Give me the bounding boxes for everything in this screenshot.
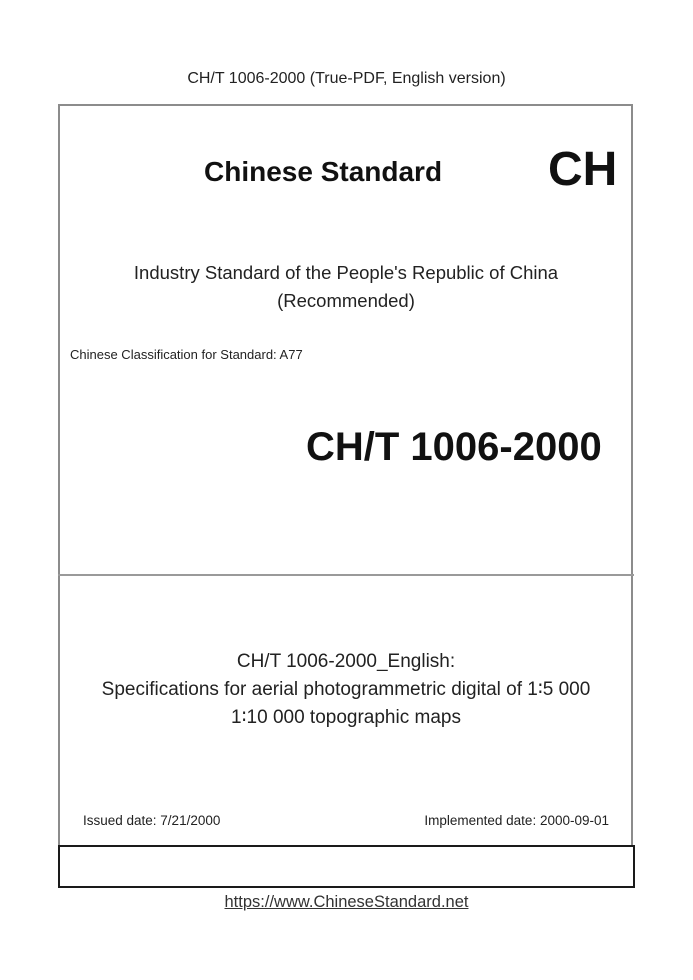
website-link[interactable]: https://www.ChineseStandard.net: [224, 893, 469, 911]
title-line-1: CH/T 1006-2000_English:: [236, 651, 456, 672]
cover-heading: Chinese Standard: [204, 156, 443, 187]
industry-line-2: (Recommended): [277, 290, 415, 311]
industry-line-1: Industry Standard of the People's Republic of China: [133, 262, 559, 283]
section-divider: [58, 574, 634, 576]
running-header: CH/T 1006-2000 (True-PDF, English version): [187, 70, 506, 87]
title-line-3: 1∶10 000 topographic maps: [231, 707, 461, 728]
document-title: [58, 648, 634, 732]
standard-code: CH/T 1006-2000: [306, 425, 602, 469]
implemented-date: Implemented date: 2000-09-01: [424, 813, 609, 828]
classification: Chinese Classification for Standard: A77: [70, 347, 303, 362]
cover-frame: [58, 104, 633, 846]
issued-date: Issued date: 7/21/2000: [83, 813, 221, 828]
ch-logo-text: CH: [548, 143, 618, 196]
footer: [0, 893, 693, 912]
blank-box: [58, 845, 635, 888]
industry-statement: [58, 259, 634, 315]
title-line-2: Specifications for aerial photogrammetric digital of 1∶5 000: [101, 679, 591, 700]
